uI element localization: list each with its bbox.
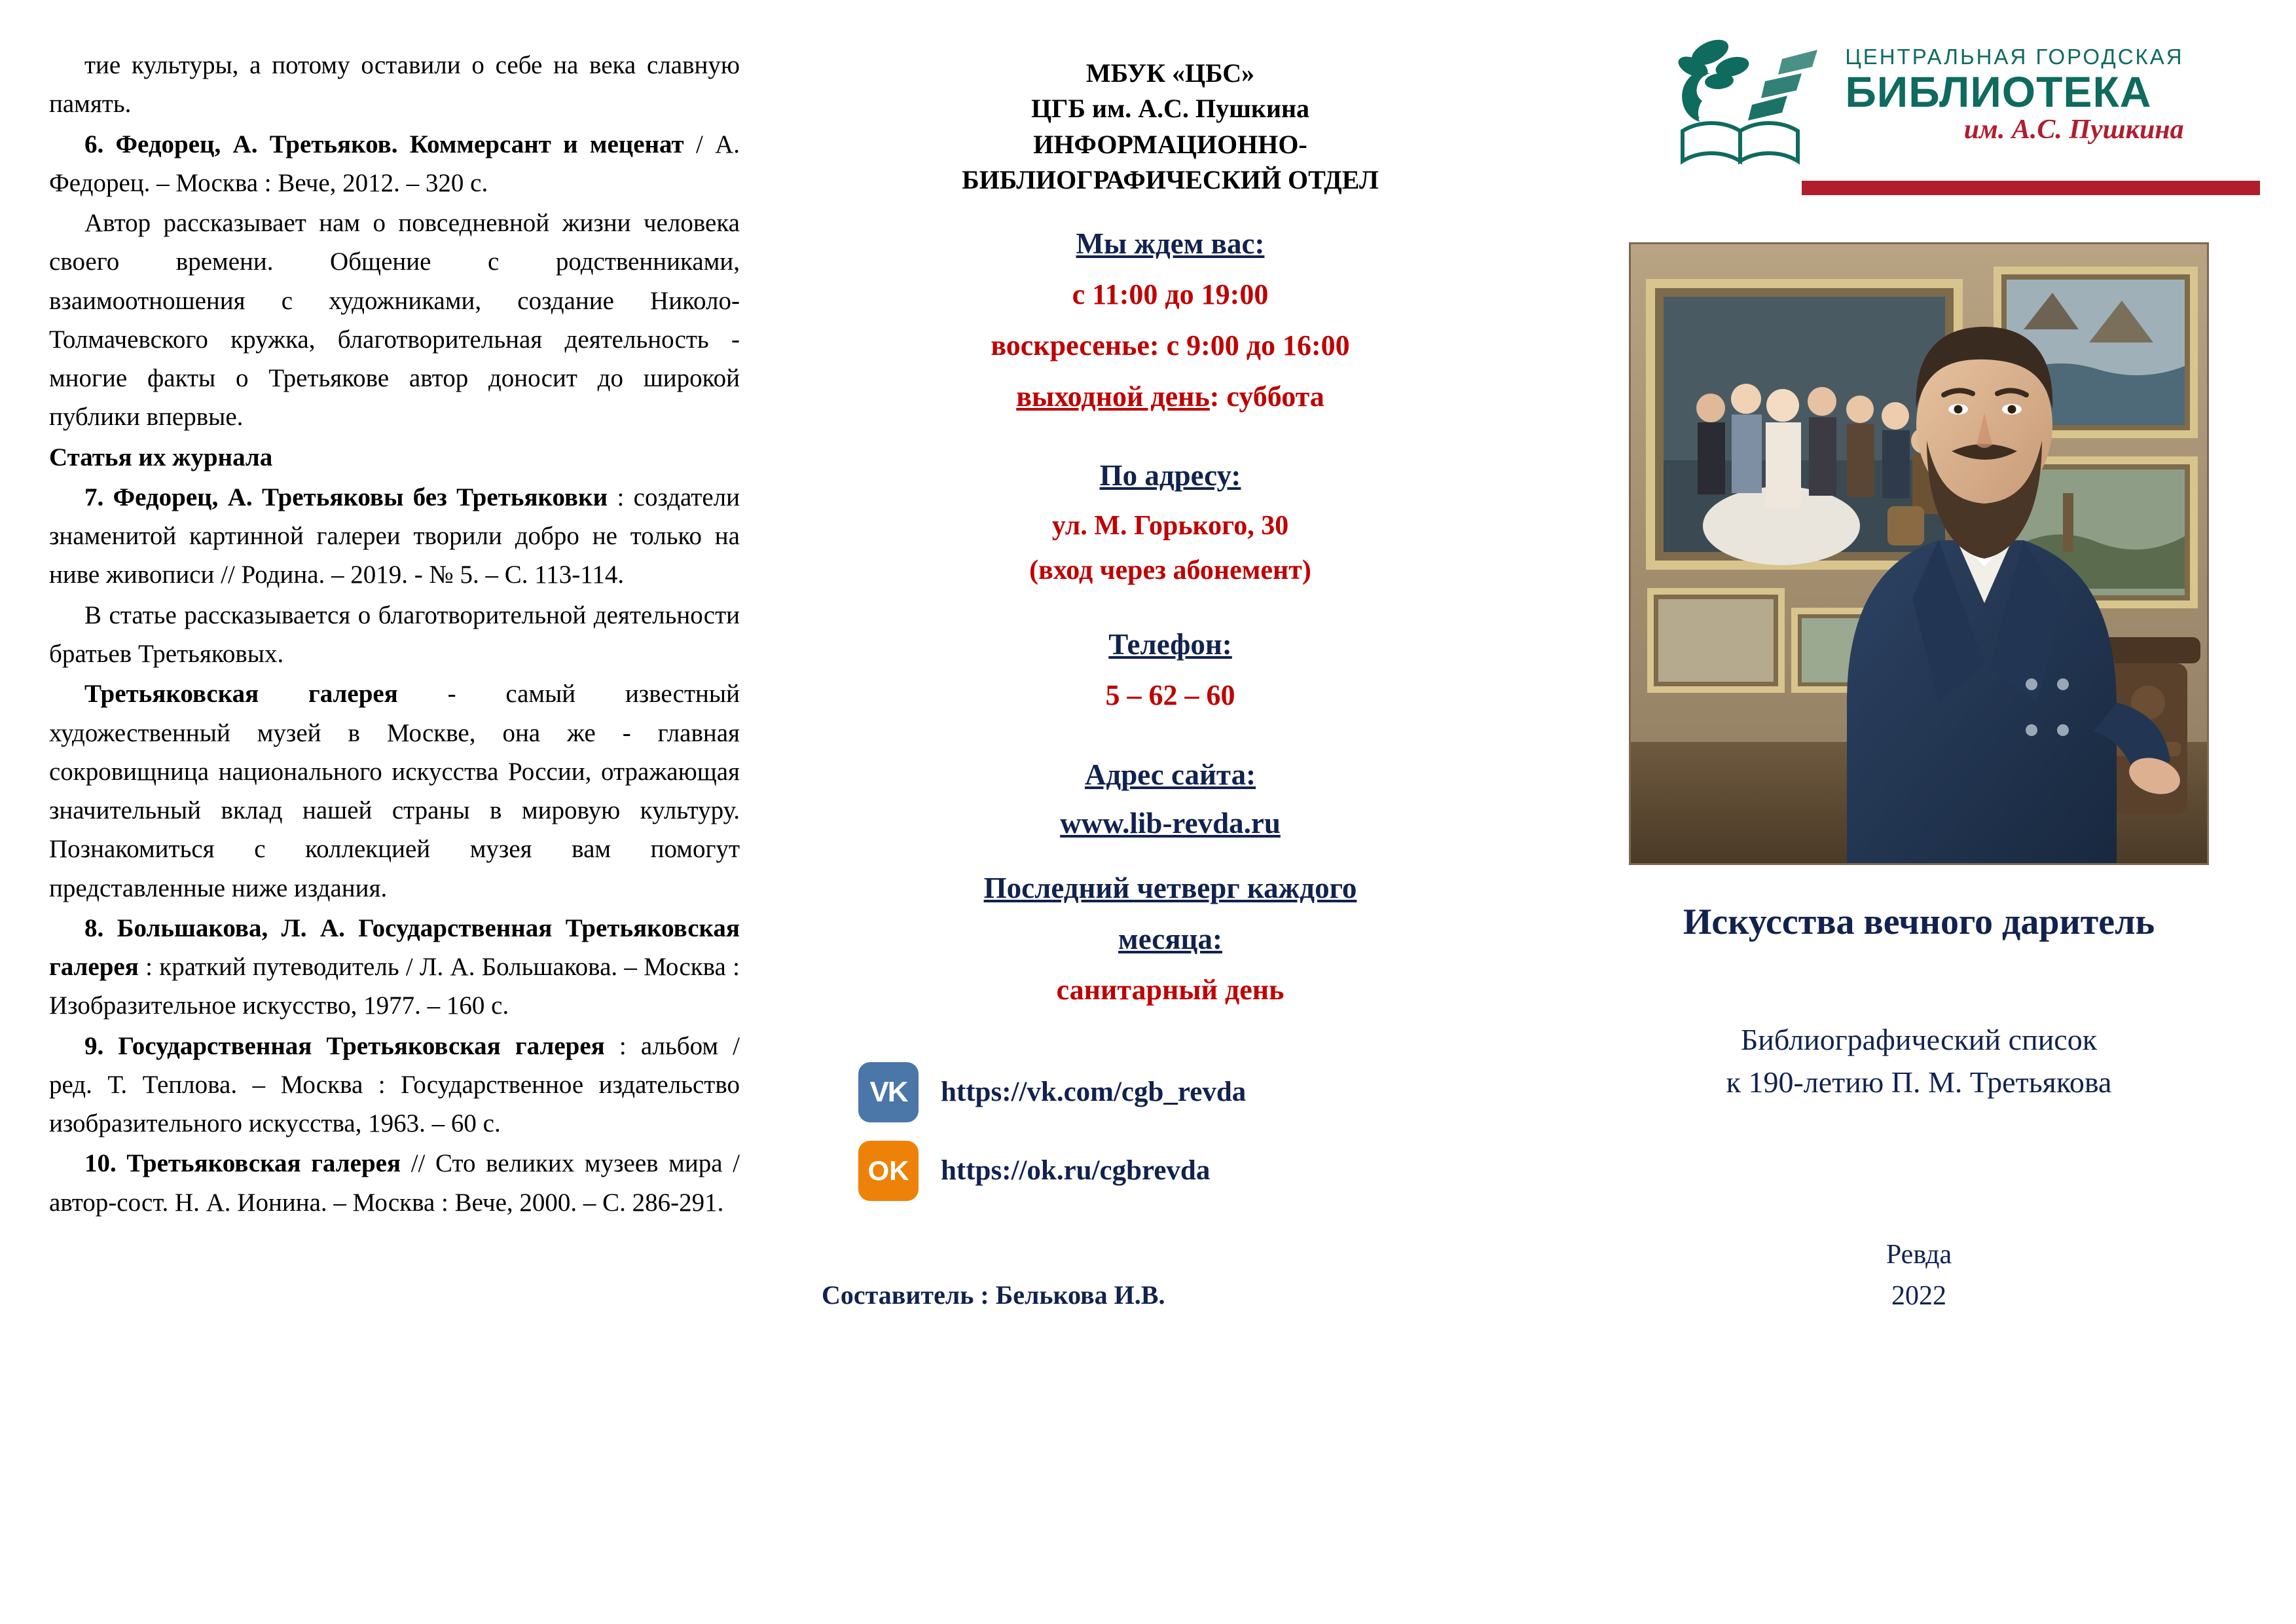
- day-off-row: [815, 377, 1525, 416]
- imprint-year: 2022: [1891, 1281, 1946, 1312]
- bibliography-entry-7: [49, 478, 740, 595]
- entry-6-title: 6. Федорец, А. Третьяков. Коммерсант и меценат: [84, 130, 684, 158]
- logo-line-3: им. А.С. Пушкина: [1963, 115, 2184, 145]
- compiler-line: Составитель : Белькова И.В.: [822, 1280, 1165, 1310]
- hours-sunday: воскресенье: с 9:00 до 16:00: [991, 329, 1350, 361]
- org-line-2: ЦГБ им. А.С. Пушкина: [1030, 94, 1310, 124]
- entry-7-title: 7. Федорец, А. Третьяковы без Третьяковки: [84, 483, 608, 511]
- library-logo: [1578, 33, 2260, 170]
- imprint-block: [1886, 1234, 1952, 1317]
- entry-8-imprint: : краткий путеводитель / Л. А. Большакова. – Москва : Изобразительное искусство, 1977. – 160 с.: [49, 953, 740, 1020]
- org-line-4: БИБЛИОГРАФИЧЕСКИЙ ОТДЕЛ: [962, 165, 1379, 195]
- org-line-1: МБУК «ЦБС»: [1085, 58, 1255, 88]
- subtitle-line-1: Библиографический список: [1740, 1022, 2098, 1056]
- hours-weekday: с 11:00 до 19:00: [1072, 278, 1269, 310]
- panel-right: [1552, 26, 2296, 1624]
- sanitary-heading-line-1: Последний четверг каждого: [983, 872, 1357, 905]
- pushkin-profile-book-icon: [1654, 33, 1831, 170]
- entry-7-annotation: В статье рассказывается о благотворительной деятельности братьев Третьяковых.: [49, 600, 740, 668]
- logo-line-2: БИБЛИОТЕКА: [1845, 67, 2152, 116]
- site-heading: Адрес сайта:: [1084, 758, 1256, 791]
- imprint-city: Ревда: [1886, 1240, 1952, 1270]
- sanitary-value: санитарный день: [1056, 974, 1285, 1006]
- spacer-after-phone: [815, 727, 1525, 756]
- entry-10-imprint: // Сто великих музеев мира / автор-сост. Н. А. Ионина. – Москва : Вече, 2000. – С. 286-291.: [49, 1149, 740, 1217]
- sanitary-heading-line-2: месяца:: [1118, 922, 1222, 955]
- logo-line-1: ЦЕНТРАЛЬНАЯ ГОРОДСКАЯ: [1845, 45, 2184, 69]
- gallery-description-body: - самый известный художественный музей в Москве, она же - главная сокровищница национального искусства России, отражающая значительный вклад нашей страны в мировую культуру. Познакомиться с коллекцией музея вам помогут представленные ниже издания.: [49, 680, 740, 902]
- ok-icon: OK: [858, 1141, 919, 1201]
- bibliography-entry-8: [49, 909, 740, 1025]
- entry-10-title: 10. Третьяковская галерея: [84, 1149, 401, 1178]
- paragraph-continuation: тие культуры, а потому оставили о себе на века славную память.: [49, 51, 740, 119]
- vk-link-text[interactable]: https://vk.com/cgb_revda: [941, 1077, 1247, 1108]
- phone-value: 5 – 62 – 60: [1105, 679, 1235, 712]
- entry-6-annotation: Автор рассказывает нам о повседневной жизни человека своего времени. Общение с родственниками, взаимоотношения с художниками, создание Николо-Толмачевского кружка, благотворительная деятельность - многие факты о Третьякове автор доносит до широкой публики впервые.: [49, 209, 740, 432]
- subtitle-line-2: к 190-летию П. М. Третьякова: [1726, 1065, 2112, 1099]
- phone-heading: Телефон:: [1108, 627, 1232, 661]
- logo-text-block: [1845, 33, 2183, 145]
- site-url-text: www.lib-revda.ru: [1060, 807, 1281, 840]
- spacer-before-social: [815, 1022, 1525, 1062]
- address-line-1: ул. М. Горького, 30: [1051, 510, 1289, 541]
- bibliography-entry-9: [49, 1027, 740, 1143]
- page-title: Искусства вечного даритель: [1683, 902, 2155, 942]
- org-line-3: ИНФОРМАЦИОННО-: [1033, 129, 1307, 159]
- spacer-after-address: [815, 597, 1525, 625]
- logo-red-bar: [1802, 181, 2260, 195]
- entry-6-imprint: / А. Федорец. – Москва : Вече, 2012. – 320 с.: [49, 130, 740, 197]
- bibliography-entry-10: [49, 1144, 740, 1222]
- ok-link-text[interactable]: https://ok.ru/cgbrevda: [941, 1155, 1211, 1187]
- spacer-after-site: [815, 840, 1525, 869]
- address-line-2: (вход через абонемент): [1029, 555, 1311, 585]
- social-row-ok[interactable]: [858, 1141, 1525, 1201]
- entry-8-title: 8. Большакова, Л. А. Государственная Третьяковская галерея: [49, 913, 740, 982]
- panel-left: [0, 26, 779, 1624]
- bibliography-entry-6: [49, 125, 740, 203]
- vk-icon: VK: [858, 1062, 919, 1122]
- panel-middle: [779, 26, 1552, 1624]
- gallery-description: [49, 674, 740, 908]
- artwork-portrait-tretyakov: [1629, 242, 2209, 865]
- social-row-vk[interactable]: [858, 1062, 1525, 1122]
- spacer-after-hours: [815, 428, 1525, 456]
- entry-7-imprint: : создатели знаменитой картинной галереи творили добро не только на ниве живописи // Родина. – 2019. - № 5. – С. 113-114.: [49, 483, 740, 589]
- entry-9-title: 9. Государственная Третьяковская галерея: [84, 1031, 605, 1060]
- section-title-articles: Статья их журнала: [49, 443, 273, 471]
- hours-heading: Мы ждем вас:: [1076, 227, 1265, 260]
- organization-block: [815, 56, 1525, 198]
- site-url-link[interactable]: [815, 806, 1525, 840]
- day-off-value: : суббота: [1209, 380, 1324, 413]
- entry-9-imprint: : альбом / ред. Т. Теплова. – Москва : Государственное издательство изобразительного искусства, 1963. – 60 с.: [49, 1031, 740, 1138]
- day-off-label: выходной день: [1016, 380, 1210, 413]
- address-heading: По адресу:: [1099, 459, 1241, 492]
- gallery-description-lead: Третьяковская галерея: [84, 680, 398, 709]
- subtitle-block: [1726, 1018, 2112, 1104]
